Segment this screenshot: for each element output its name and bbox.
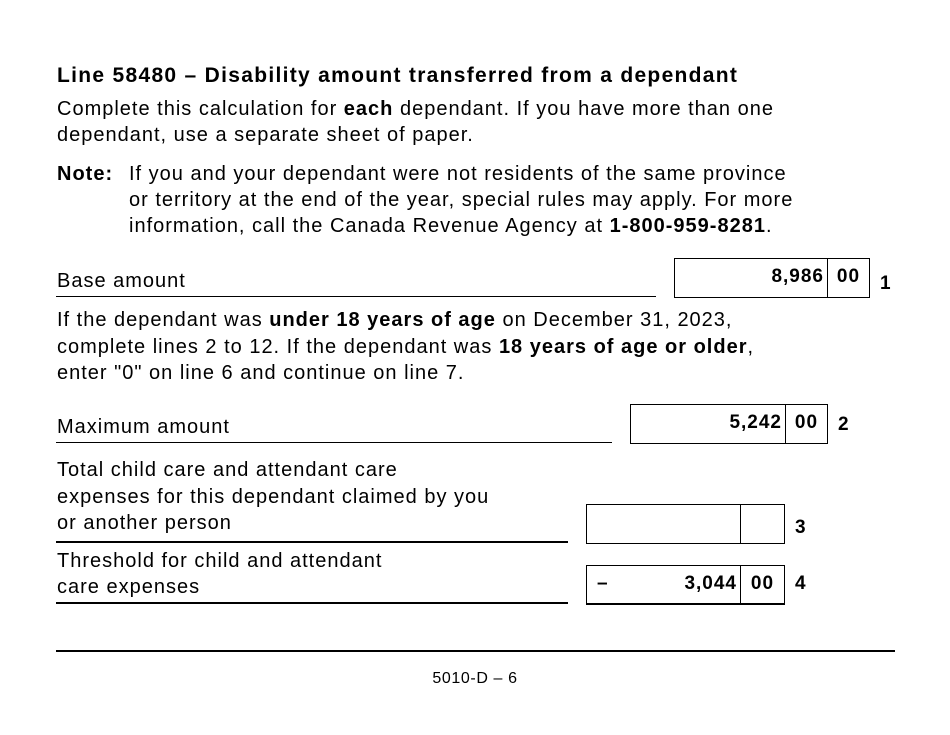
line-3-leader-line [56,541,568,543]
line-1-cents: 00 [827,259,869,297]
base-amount-label: Base amount [57,270,186,292]
intro-line-1 [57,96,774,122]
instruction-line-3: enter "0" on line 6 and continue on line 7. [57,362,465,384]
instruction-text-d: complete lines 2 to 12. If the dependant was [57,336,499,358]
line-number-2: 2 [838,414,850,435]
line-3-dollars [587,505,740,543]
intro-text-c: dependant. If you have more than one [393,98,774,120]
maximum-amount-label: Maximum amount [57,416,230,438]
section-heading: Line 58480 – Disability amount transferred from a dependant [57,64,739,87]
line-2-dollars: 5,242 [729,412,782,433]
line-2-cents: 00 [785,405,827,443]
intro-text-a: Complete this calculation for [57,98,344,120]
instruction-text-c: on December 31, 2023, [495,309,733,331]
line-4-leader-line [56,602,568,604]
note-line-2: or territory at the end of the year, special rules may apply. For more [129,189,794,211]
note-line-3 [129,213,773,239]
intro-line-2: dependant, use a separate sheet of paper. [57,124,474,146]
line-number-1: 1 [880,273,892,294]
instruction-line-2 [57,334,754,360]
instruction-emphasis-18-or-older: 18 years of age or older [498,336,748,358]
note-text: information, call the Canada Revenue Agency at [129,215,610,237]
page-footer: 5010-D – 6 [432,670,518,687]
instruction-comma: , [747,336,755,358]
line-3-amount-input[interactable] [586,504,785,544]
footer-rule [56,650,895,652]
instruction-emphasis-under-18: under 18 years of age [269,309,496,331]
line-1-amount-box[interactable] [674,258,870,298]
maximum-amount-leader-line [56,442,612,443]
line-4-label-2: care expenses [57,576,201,598]
line-number-3: 3 [795,517,807,538]
note-label: Note: [57,163,114,185]
note-line-1: If you and your dependant were not residents of the same province [129,163,787,185]
line-3-cents [740,505,784,543]
intro-emphasis-each: each [343,98,394,120]
line-4-cents: 00 [740,566,784,603]
line-4-amount-box[interactable] [586,565,785,605]
line-number-4: 4 [795,573,807,594]
instruction-line-1 [57,307,733,333]
line-2-amount-box[interactable] [630,404,828,444]
line-3-label-1: Total child care and attendant care [57,459,398,481]
line-4-label-1: Threshold for child and attendant [57,550,383,572]
line-4-dollars: 3,044 [684,573,737,594]
line-3-label-2: expenses for this dependant claimed by you [57,486,490,508]
minus-sign: – [597,573,609,594]
instruction-text-a: If the dependant was [57,309,270,331]
note-period: . [765,215,773,237]
line-1-dollars: 8,986 [771,266,824,287]
cra-phone-number: 1-800-959-8281 [609,215,766,237]
line-3-label-3: or another person [57,512,232,534]
base-amount-leader-line [56,296,656,297]
